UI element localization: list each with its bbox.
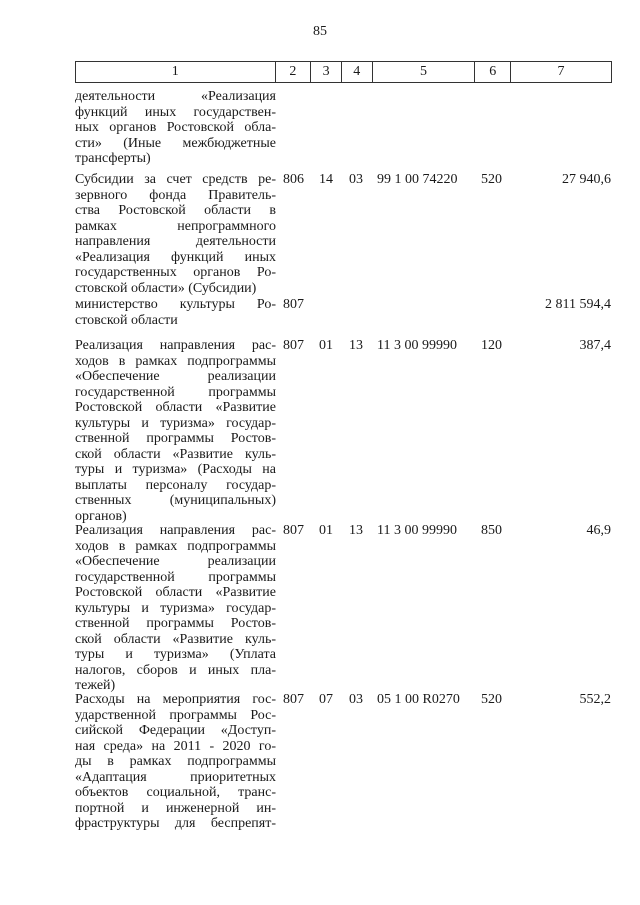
description-line: зервного фонда Правитель- <box>75 187 276 203</box>
amount: 27 940,6 <box>562 172 611 187</box>
description-line: «Реализация функций иных <box>75 249 276 265</box>
description-line: стовской области <box>75 312 178 328</box>
subsection-code: 03 <box>349 692 363 707</box>
header-col-4: 4 <box>341 62 372 83</box>
target-article-code: 11 3 00 99990 <box>377 338 457 353</box>
description-line: ходов в рамках подпрограммы <box>75 353 276 369</box>
description-line: Реализация направления рас- <box>75 523 276 538</box>
expense-type-code: 520 <box>481 172 502 187</box>
description-line: налогов, сборов и иных пла- <box>75 662 276 678</box>
description-line: ской области «Развитие куль- <box>75 631 276 647</box>
section-code: 01 <box>319 338 333 353</box>
description-line: направления деятельности <box>75 234 276 249</box>
description-line: ды в рамках подпрограммы <box>75 754 276 769</box>
grbs-code: 807 <box>283 338 304 353</box>
description-line: Ростовской области «Развитие <box>75 585 276 600</box>
description-line: Субсидии за счет средств ре- <box>75 172 276 187</box>
subsection-code: 13 <box>349 338 363 353</box>
description-line: ства Ростовской области в <box>75 203 276 218</box>
header-col-6: 6 <box>475 62 511 83</box>
target-article-code: 05 1 00 R0270 <box>377 692 460 707</box>
description-line: выплаты персоналу государ- <box>75 477 276 493</box>
header-col-2: 2 <box>275 62 311 83</box>
section-code: 07 <box>319 692 333 707</box>
description-line: объектов социальной, транс- <box>75 785 276 800</box>
description-line: туры и туризма» (Уплата <box>75 647 276 662</box>
description-line: сти» (Иные межбюджетные <box>75 135 276 151</box>
expense-type-code: 520 <box>481 692 502 707</box>
grbs-code: 807 <box>283 692 304 707</box>
subsection-code: 03 <box>349 172 363 187</box>
description-line: туры и туризма» (Расходы на <box>75 462 276 477</box>
row-description <box>75 338 276 524</box>
header-row <box>76 62 612 83</box>
row-description <box>75 172 276 296</box>
description-line: органов) <box>75 508 127 524</box>
description-line: государственной программы <box>75 384 276 400</box>
header-col-3: 3 <box>311 62 342 83</box>
description-line: трансферты) <box>75 151 151 166</box>
page-number: 85 <box>313 24 327 39</box>
description-line: культуры и туризма» государ- <box>75 415 276 431</box>
description-line: стовской области» (Субсидии) <box>75 280 257 296</box>
description-line: государственных органов Ро- <box>75 265 276 280</box>
row-description <box>75 297 276 328</box>
amount: 552,2 <box>579 692 611 707</box>
header-col-7: 7 <box>511 62 612 83</box>
description-line: тежей) <box>75 678 116 693</box>
description-line: «Обеспечение реализации <box>75 369 276 384</box>
description-line: ных органов Ростовской обла- <box>75 120 276 135</box>
target-article-code: 99 1 00 74220 <box>377 172 458 187</box>
description-line: функций иных государствен- <box>75 104 276 120</box>
description-line: министерство культуры Ро- <box>75 297 276 312</box>
amount: 46,9 <box>586 523 611 538</box>
expense-type-code: 120 <box>481 338 502 353</box>
row-description <box>75 89 276 167</box>
subsection-code: 13 <box>349 523 363 538</box>
description-line: сийской Федерации «Доступ- <box>75 723 276 738</box>
description-line: рамках непрограммного <box>75 218 276 234</box>
section-code: 14 <box>319 172 333 187</box>
description-line: ная среда» на 2011 - 2020 го- <box>75 738 276 754</box>
description-line: государственной программы <box>75 569 276 585</box>
description-line: ходов в рамках подпрограммы <box>75 538 276 554</box>
description-line: ской области «Развитие куль- <box>75 446 276 462</box>
description-line: Реализация направления рас- <box>75 338 276 353</box>
header-col-5: 5 <box>372 62 475 83</box>
description-line: портной и инженерной ин- <box>75 800 276 816</box>
description-line: ударственной программы Рос- <box>75 707 276 723</box>
row-description <box>75 692 276 832</box>
description-line: «Обеспечение реализации <box>75 554 276 569</box>
expense-type-code: 850 <box>481 523 502 538</box>
grbs-code: 806 <box>283 172 304 187</box>
grbs-code: 807 <box>283 297 304 312</box>
description-line: культуры и туризма» государ- <box>75 600 276 616</box>
description-line: ственной программы Ростов- <box>75 616 276 631</box>
description-line: Расходы на мероприятия гос- <box>75 692 276 707</box>
header-col-1: 1 <box>76 62 276 83</box>
amount: 387,4 <box>579 338 611 353</box>
table-header <box>75 61 612 83</box>
amount: 2 811 594,4 <box>545 297 611 312</box>
description-line: фраструктуры для беспрепят- <box>75 816 276 831</box>
grbs-code: 807 <box>283 523 304 538</box>
description-line: ственных (муниципальных) <box>75 493 276 508</box>
description-line: деятельности «Реализация <box>75 89 276 104</box>
description-line: Ростовской области «Развитие <box>75 400 276 415</box>
target-article-code: 11 3 00 99990 <box>377 523 457 538</box>
section-code: 01 <box>319 523 333 538</box>
description-line: ственной программы Ростов- <box>75 431 276 446</box>
description-line: «Адаптация приоритетных <box>75 769 276 785</box>
row-description <box>75 523 276 694</box>
